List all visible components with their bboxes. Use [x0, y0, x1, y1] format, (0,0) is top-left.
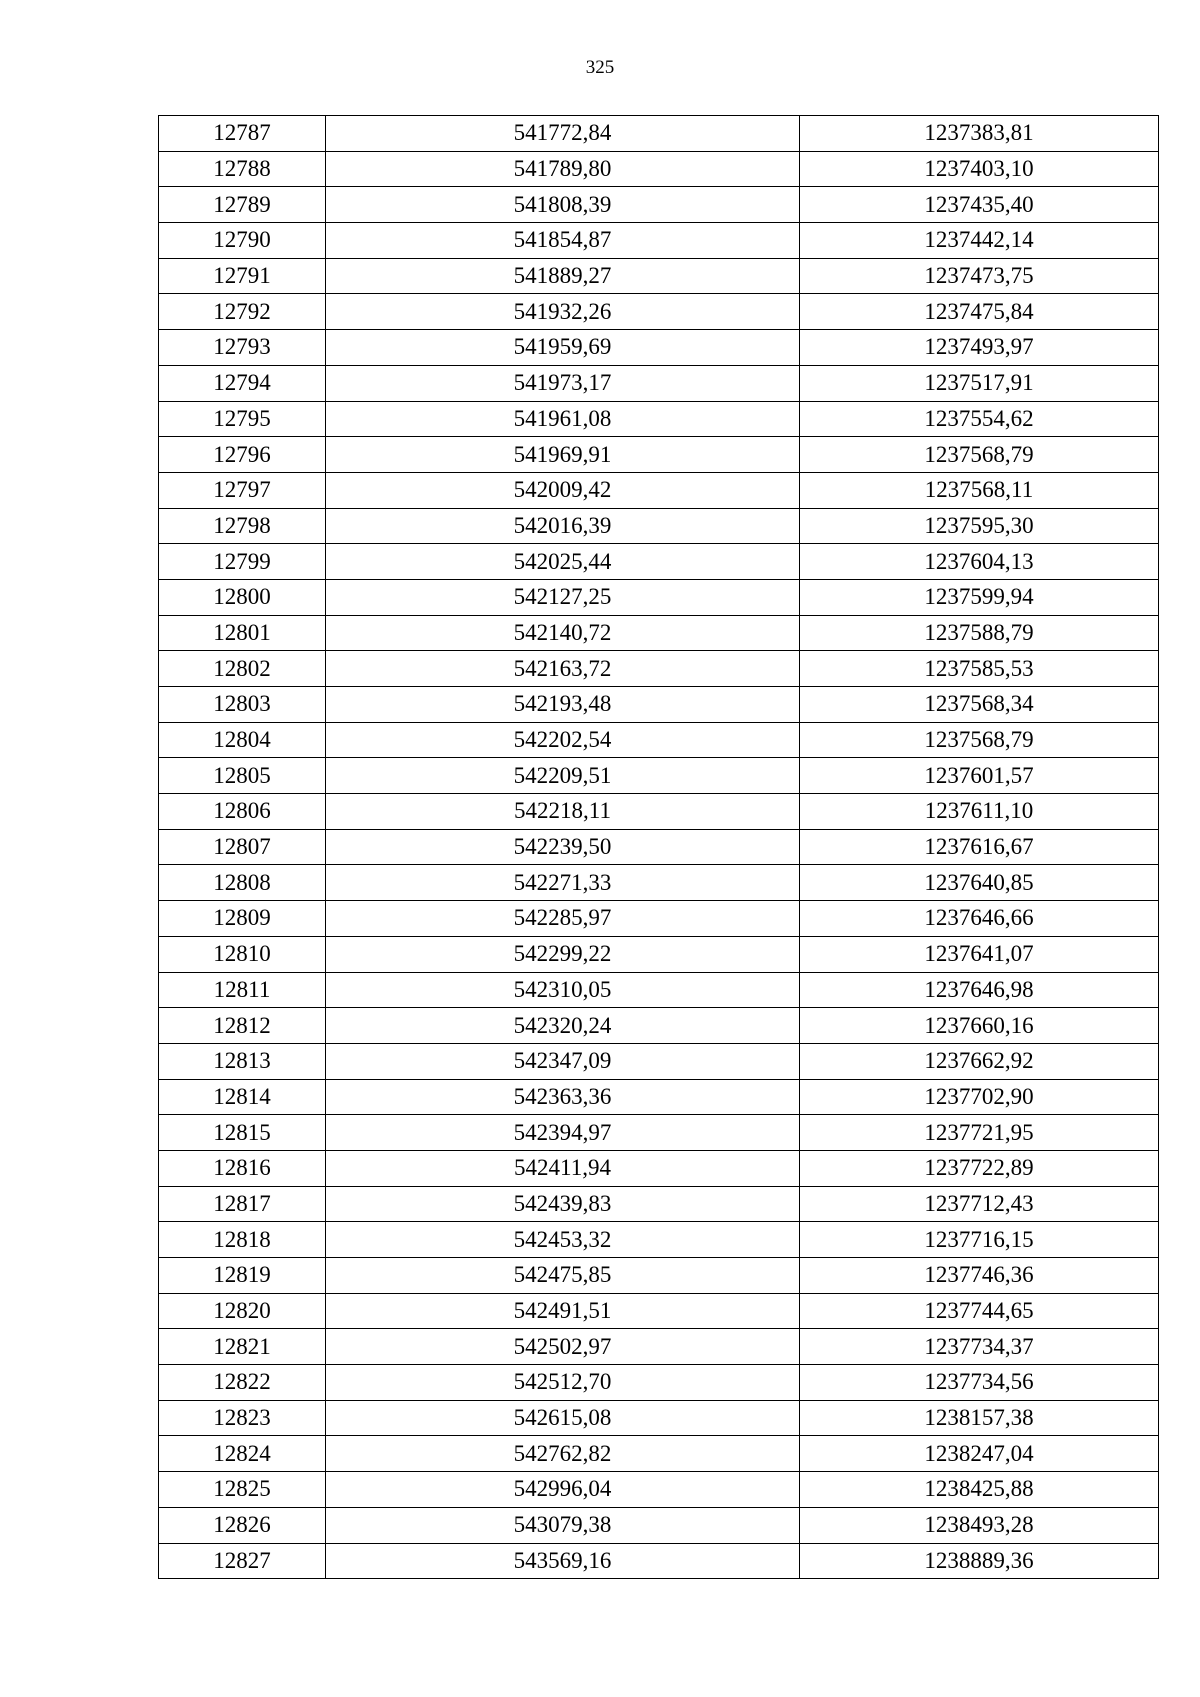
- table-row: [159, 258, 1159, 294]
- y-coordinate-cell: 1237640,85: [800, 865, 1159, 901]
- point-number-cell: 12822: [159, 1365, 326, 1401]
- table-row: [159, 936, 1159, 972]
- y-coordinate-cell: 1237662,92: [800, 1043, 1159, 1079]
- x-coordinate-cell: 542140,72: [326, 615, 800, 651]
- x-coordinate-cell: 542320,24: [326, 1008, 800, 1044]
- x-coordinate-cell: 542218,11: [326, 794, 800, 830]
- point-number-cell: 12825: [159, 1472, 326, 1508]
- point-number-cell: 12823: [159, 1400, 326, 1436]
- table-row: [159, 1329, 1159, 1365]
- x-coordinate-cell: 543079,38: [326, 1507, 800, 1543]
- point-number-cell: 12826: [159, 1507, 326, 1543]
- point-number-cell: 12806: [159, 794, 326, 830]
- x-coordinate-cell: 541973,17: [326, 365, 800, 401]
- point-number-cell: 12792: [159, 294, 326, 330]
- table-row: [159, 1507, 1159, 1543]
- y-coordinate-cell: 1237568,34: [800, 687, 1159, 723]
- y-coordinate-cell: 1237646,66: [800, 901, 1159, 937]
- point-number-cell: 12798: [159, 508, 326, 544]
- point-number-cell: 12819: [159, 1258, 326, 1294]
- point-number-cell: 12801: [159, 615, 326, 651]
- coordinates-table: [158, 115, 1159, 1579]
- y-coordinate-cell: 1238157,38: [800, 1400, 1159, 1436]
- y-coordinate-cell: 1238247,04: [800, 1436, 1159, 1472]
- y-coordinate-cell: 1237568,79: [800, 437, 1159, 473]
- table-row: [159, 615, 1159, 651]
- y-coordinate-cell: 1238889,36: [800, 1543, 1159, 1579]
- y-coordinate-cell: 1237721,95: [800, 1115, 1159, 1151]
- y-coordinate-cell: 1237716,15: [800, 1222, 1159, 1258]
- x-coordinate-cell: 541932,26: [326, 294, 800, 330]
- x-coordinate-cell: 542491,51: [326, 1293, 800, 1329]
- table-row: [159, 758, 1159, 794]
- y-coordinate-cell: 1237568,11: [800, 472, 1159, 508]
- point-number-cell: 12789: [159, 187, 326, 223]
- table-row: [159, 1150, 1159, 1186]
- table-row: [159, 901, 1159, 937]
- table-row: [159, 116, 1159, 152]
- table-row: [159, 401, 1159, 437]
- table-row: [159, 1258, 1159, 1294]
- x-coordinate-cell: 542394,97: [326, 1115, 800, 1151]
- y-coordinate-cell: 1237702,90: [800, 1079, 1159, 1115]
- table-row: [159, 1293, 1159, 1329]
- table-row: [159, 1400, 1159, 1436]
- x-coordinate-cell: 542009,42: [326, 472, 800, 508]
- point-number-cell: 12820: [159, 1293, 326, 1329]
- table-row: [159, 223, 1159, 259]
- x-coordinate-cell: 543569,16: [326, 1543, 800, 1579]
- x-coordinate-cell: 541959,69: [326, 330, 800, 366]
- table-row: [159, 722, 1159, 758]
- x-coordinate-cell: 542502,97: [326, 1329, 800, 1365]
- x-coordinate-cell: 542439,83: [326, 1186, 800, 1222]
- table-row: [159, 365, 1159, 401]
- x-coordinate-cell: 542016,39: [326, 508, 800, 544]
- x-coordinate-cell: 542209,51: [326, 758, 800, 794]
- x-coordinate-cell: 542285,97: [326, 901, 800, 937]
- y-coordinate-cell: 1237568,79: [800, 722, 1159, 758]
- table-row: [159, 472, 1159, 508]
- x-coordinate-cell: 542996,04: [326, 1472, 800, 1508]
- y-coordinate-cell: 1237734,37: [800, 1329, 1159, 1365]
- coordinates-table-body: [159, 116, 1159, 1579]
- table-row: [159, 187, 1159, 223]
- table-row: [159, 1543, 1159, 1579]
- x-coordinate-cell: 541808,39: [326, 187, 800, 223]
- point-number-cell: 12794: [159, 365, 326, 401]
- point-number-cell: 12805: [159, 758, 326, 794]
- point-number-cell: 12804: [159, 722, 326, 758]
- table-row: [159, 1436, 1159, 1472]
- point-number-cell: 12808: [159, 865, 326, 901]
- y-coordinate-cell: 1237746,36: [800, 1258, 1159, 1294]
- y-coordinate-cell: 1237585,53: [800, 651, 1159, 687]
- point-number-cell: 12799: [159, 544, 326, 580]
- point-number-cell: 12795: [159, 401, 326, 437]
- point-number-cell: 12802: [159, 651, 326, 687]
- point-number-cell: 12787: [159, 116, 326, 152]
- point-number-cell: 12818: [159, 1222, 326, 1258]
- table-row: [159, 1115, 1159, 1151]
- point-number-cell: 12816: [159, 1150, 326, 1186]
- table-row: [159, 1008, 1159, 1044]
- y-coordinate-cell: 1237734,56: [800, 1365, 1159, 1401]
- table-row: [159, 508, 1159, 544]
- point-number-cell: 12814: [159, 1079, 326, 1115]
- y-coordinate-cell: 1237599,94: [800, 579, 1159, 615]
- x-coordinate-cell: 542762,82: [326, 1436, 800, 1472]
- x-coordinate-cell: 542411,94: [326, 1150, 800, 1186]
- table-row: [159, 651, 1159, 687]
- point-number-cell: 12812: [159, 1008, 326, 1044]
- y-coordinate-cell: 1237601,57: [800, 758, 1159, 794]
- y-coordinate-cell: 1237744,65: [800, 1293, 1159, 1329]
- y-coordinate-cell: 1238493,28: [800, 1507, 1159, 1543]
- table-row: [159, 972, 1159, 1008]
- point-number-cell: 12817: [159, 1186, 326, 1222]
- point-number-cell: 12813: [159, 1043, 326, 1079]
- point-number-cell: 12793: [159, 330, 326, 366]
- point-number-cell: 12824: [159, 1436, 326, 1472]
- table-row: [159, 1472, 1159, 1508]
- y-coordinate-cell: 1237517,91: [800, 365, 1159, 401]
- x-coordinate-cell: 542347,09: [326, 1043, 800, 1079]
- x-coordinate-cell: 542271,33: [326, 865, 800, 901]
- table-row: [159, 294, 1159, 330]
- table-row: [159, 794, 1159, 830]
- table-row: [159, 1043, 1159, 1079]
- x-coordinate-cell: 541889,27: [326, 258, 800, 294]
- y-coordinate-cell: 1237722,89: [800, 1150, 1159, 1186]
- point-number-cell: 12800: [159, 579, 326, 615]
- x-coordinate-cell: 541969,91: [326, 437, 800, 473]
- page-number: 325: [585, 57, 615, 78]
- x-coordinate-cell: 542202,54: [326, 722, 800, 758]
- point-number-cell: 12796: [159, 437, 326, 473]
- y-coordinate-cell: 1238425,88: [800, 1472, 1159, 1508]
- x-coordinate-cell: 542127,25: [326, 579, 800, 615]
- table-row: [159, 1079, 1159, 1115]
- x-coordinate-cell: 542193,48: [326, 687, 800, 723]
- table-row: [159, 687, 1159, 723]
- x-coordinate-cell: 541789,80: [326, 151, 800, 187]
- y-coordinate-cell: 1237616,67: [800, 829, 1159, 865]
- x-coordinate-cell: 542239,50: [326, 829, 800, 865]
- y-coordinate-cell: 1237403,10: [800, 151, 1159, 187]
- x-coordinate-cell: 542512,70: [326, 1365, 800, 1401]
- y-coordinate-cell: 1237493,97: [800, 330, 1159, 366]
- point-number-cell: 12797: [159, 472, 326, 508]
- table-row: [159, 1222, 1159, 1258]
- table-row: [159, 437, 1159, 473]
- point-number-cell: 12827: [159, 1543, 326, 1579]
- x-coordinate-cell: 542025,44: [326, 544, 800, 580]
- point-number-cell: 12788: [159, 151, 326, 187]
- y-coordinate-cell: 1237595,30: [800, 508, 1159, 544]
- y-coordinate-cell: 1237611,10: [800, 794, 1159, 830]
- point-number-cell: 12791: [159, 258, 326, 294]
- table-row: [159, 1365, 1159, 1401]
- point-number-cell: 12810: [159, 936, 326, 972]
- x-coordinate-cell: 542475,85: [326, 1258, 800, 1294]
- y-coordinate-cell: 1237383,81: [800, 116, 1159, 152]
- y-coordinate-cell: 1237712,43: [800, 1186, 1159, 1222]
- x-coordinate-cell: 542310,05: [326, 972, 800, 1008]
- point-number-cell: 12811: [159, 972, 326, 1008]
- x-coordinate-cell: 542299,22: [326, 936, 800, 972]
- table-row: [159, 544, 1159, 580]
- table-row: [159, 1186, 1159, 1222]
- x-coordinate-cell: 542163,72: [326, 651, 800, 687]
- point-number-cell: 12815: [159, 1115, 326, 1151]
- y-coordinate-cell: 1237442,14: [800, 223, 1159, 259]
- table-row: [159, 151, 1159, 187]
- y-coordinate-cell: 1237475,84: [800, 294, 1159, 330]
- y-coordinate-cell: 1237660,16: [800, 1008, 1159, 1044]
- y-coordinate-cell: 1237435,40: [800, 187, 1159, 223]
- y-coordinate-cell: 1237604,13: [800, 544, 1159, 580]
- point-number-cell: 12790: [159, 223, 326, 259]
- x-coordinate-cell: 541854,87: [326, 223, 800, 259]
- x-coordinate-cell: 542453,32: [326, 1222, 800, 1258]
- point-number-cell: 12807: [159, 829, 326, 865]
- point-number-cell: 12821: [159, 1329, 326, 1365]
- point-number-cell: 12803: [159, 687, 326, 723]
- x-coordinate-cell: 541961,08: [326, 401, 800, 437]
- y-coordinate-cell: 1237554,62: [800, 401, 1159, 437]
- x-coordinate-cell: 541772,84: [326, 116, 800, 152]
- x-coordinate-cell: 542615,08: [326, 1400, 800, 1436]
- y-coordinate-cell: 1237646,98: [800, 972, 1159, 1008]
- x-coordinate-cell: 542363,36: [326, 1079, 800, 1115]
- y-coordinate-cell: 1237588,79: [800, 615, 1159, 651]
- table-row: [159, 330, 1159, 366]
- point-number-cell: 12809: [159, 901, 326, 937]
- table-row: [159, 579, 1159, 615]
- y-coordinate-cell: 1237641,07: [800, 936, 1159, 972]
- table-row: [159, 865, 1159, 901]
- y-coordinate-cell: 1237473,75: [800, 258, 1159, 294]
- table-row: [159, 829, 1159, 865]
